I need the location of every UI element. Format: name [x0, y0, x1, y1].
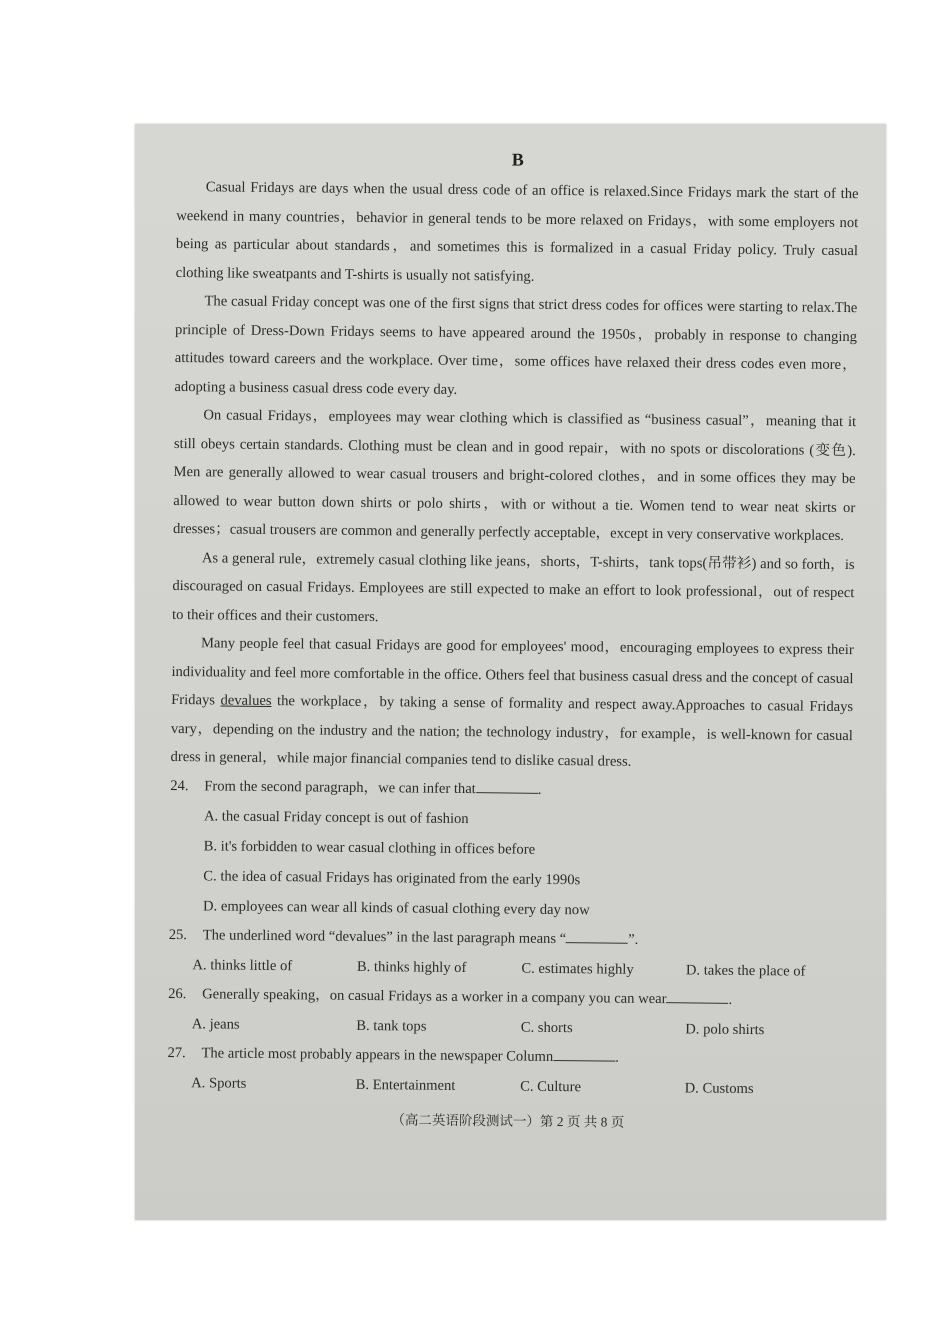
option-c: C. shorts [520, 1019, 573, 1036]
answer-blank [566, 928, 628, 944]
question-27: 27. The article most probably appears in the newspaper Column . A. Sports B. Entertainment C. Culture D. Customs [167, 1038, 850, 1104]
question-stem: The article most probably appears in the newspaper Column [201, 1044, 554, 1065]
answer-blank [666, 988, 728, 1004]
answer-blank [553, 1045, 615, 1061]
question-stem: From the second paragraph，we can infer that [204, 777, 476, 797]
option-d: D. employees can wear all kinds of casual clothing every day now [202, 897, 590, 918]
option-a: A. thinks little of [192, 956, 293, 974]
options-row [191, 1068, 849, 1105]
paragraph: As a general rule，extremely casual clothing like jeans，shorts，T-shirts，tank tops(吊带衫) and so forth，is discouraged on casual Fridays. Employees are still expected to make an effort to look professional，out of respect to their offices and their customers. [172, 549, 855, 625]
page-footer: （高二英语阶段测试一）第 2 页 共 8 页 [391, 1111, 625, 1130]
question-number: 26. [168, 985, 187, 1002]
paragraph: Casual Fridays are days when the usual dress code of an office is relaxed.Since Fridays mark the start of the weekend in many countries，behavior in general tends to be more relaxed on Fridays，with some employers not being as particular about standards，and sometimes this is formalized in a casual Friday policy. Truly casual clothing like sweatpants and T-shirts is usually not satisfying. [175, 179, 859, 285]
question-25: 25. The underlined word “devalues” in the last paragraph means “ ”. A. thinks little of B. thinks highly of C. estimates highly D. takes the place of [168, 920, 851, 986]
option-b: B. tank tops [356, 1017, 427, 1035]
option-b: B. thinks highly of [356, 958, 467, 976]
question-26: 26. Generally speaking，on casual Fridays as a worker in a company you can wear . A. jeans B. tank tops C. shorts D. polo shirts [168, 979, 851, 1045]
passage [170, 173, 858, 779]
option-d: D. takes the place of [685, 961, 806, 980]
question-stem: The underlined word “devalues” in the last paragraph means “ [202, 926, 567, 947]
page-content [167, 146, 859, 1133]
option-a: A. the casual Friday concept is out of fashion [203, 807, 469, 827]
option-a: A. jeans [191, 1015, 240, 1033]
paragraph: Many people feel that casual Fridays are good for employees' mood，encouraging employees to express their individuality and feel more comfortable in the office. Others feel that business casual dress and the concept of casual Fridays devalues the workplace，by taking a sense of formality and respect away.Approaches to casual Fridays vary，depending on the industry and the nation; the technology industry，for example，is well-known for casual dress in general，while major financial companies tend to dislike casual dress. [170, 635, 854, 770]
option-b: B. Entertainment [355, 1076, 456, 1094]
question-number: 24. [170, 777, 189, 794]
option-b: B. it's forbidden to wear casual clothing in offices before [203, 837, 536, 858]
exam-page [135, 124, 886, 1220]
option-c: C. the idea of casual Fridays has originated from the early 1990s [203, 867, 581, 888]
option-c: C. Culture [520, 1078, 582, 1095]
question-stem: Generally speaking，on casual Fridays as a worker in a company you can wear [202, 985, 667, 1007]
question-number: 25. [168, 926, 188, 943]
option-d: D. Customs [684, 1079, 754, 1097]
underlined-word: devalues [220, 692, 272, 710]
question-number: 27. [167, 1044, 186, 1061]
option-d: D. polo shirts [685, 1020, 765, 1038]
option-c: C. estimates highly [521, 960, 634, 978]
question-24: 24. From the second paragraph，we can infer that . A. the casual Friday concept is out of fashion B. it's forbidden to wear casual clothing in offices before C. the idea of casual Fridays has originated from the early 1990s D. employees can wear all kinds of casual clothing every day now [169, 771, 853, 927]
paragraph: The casual Friday concept was one of the first signs that strict dress codes for offices were starting to relax.The principle of Dress-Down Fridays seems to have appeared around the 1950s，probably in response to changing attitudes toward careers and the workplace. Over time，some offices have relaxed their dress codes even more，adopting a business casual dress code every day. [174, 293, 858, 398]
option-a: A. Sports [191, 1074, 247, 1092]
answer-blank [476, 778, 538, 794]
paragraph: On casual Fridays，employees may wear clothing which is classified as “business casual”，meaning that it still obeys certain standards. Clothing must be clean and in good repair，with no spots or discolorations (变色). Men are generally allowed to wear casual trousers and bright-colored clothes，and in some offices they may be allowed to wear button down shirts or polo shirts，with or without a tie. Women tend to wear neat skirts or dresses；casual trousers are common and generally perfectly acceptable，except in very conservative workplaces. [172, 407, 857, 545]
section-heading: B [511, 149, 524, 170]
